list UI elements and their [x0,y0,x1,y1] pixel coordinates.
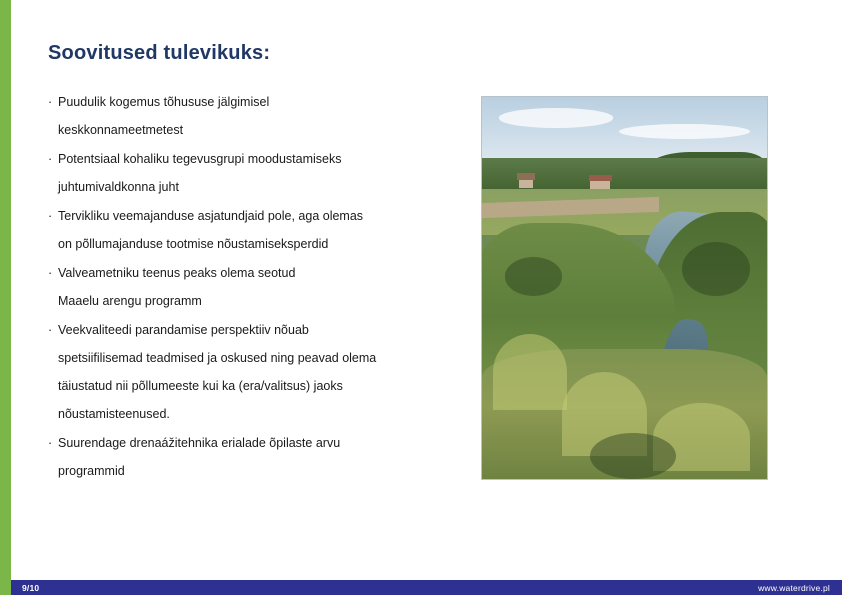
list-item-first-line [48,316,448,344]
photo-building [519,179,533,188]
list-item-text: spetsiifilisemad teadmised ja oskused ning peavad olema [58,351,377,365]
list-item-text: Maaelu arengu programm [58,294,202,308]
photo-shadow [682,242,750,295]
river-meadow-photo [481,96,768,480]
list-item-first-line [48,202,448,230]
bullet-marker-icon: · [48,436,53,450]
list-item-text: Potentsiaal kohaliku tegevusgrupi moodustamiseks [58,152,342,166]
photo-cloud [619,124,750,139]
list-item-text: nõustamisteenused. [58,407,170,421]
list-item-first-line [48,259,448,287]
list-item-text: programmid [58,464,125,478]
list-item-text: Puudulik kogemus tõhususe jälgimisel [58,95,270,109]
bullet-marker-icon: · [48,152,53,166]
list-item-text: Valveametniku teenus peaks olema seotud [58,266,296,280]
footer-bar [0,580,842,595]
photo-cloud [499,108,613,127]
list-item-first-line [48,145,448,173]
list-item-text: on põllumajanduse tootmise nõustamiseksperdid [58,237,329,251]
list-item-first-line [48,88,448,116]
list-item-text: täiustatud nii põllumeeste kui ka (era/valitsus) jaoks [58,379,343,393]
photo-shadow [505,257,562,295]
list-item [48,202,448,258]
photo-building-roof [517,173,535,179]
photo-building-roof [589,175,612,181]
photo-canvas [482,97,767,479]
list-item-text: juhtumivaldkonna juht [58,180,179,194]
list-item-text: Tervikliku veemajanduse asjatundjaid pole, aga olemas [58,209,364,223]
photo-shadow [590,433,676,479]
footer-url[interactable]: www.waterdrive.pl [758,583,830,593]
bullet-list [48,88,448,486]
left-accent-bar [0,0,11,580]
list-item [48,259,448,315]
photo-building [590,180,610,188]
list-item [48,429,448,485]
list-item-text: keskkonnameetmetest [58,123,184,137]
bullet-marker-icon: · [48,266,53,280]
list-item-first-line [48,429,448,457]
bullet-marker-icon: · [48,95,53,109]
page-title: Soovitused tulevikuks: [48,42,271,64]
page-number: 9/10 [22,583,40,593]
list-item [48,88,448,144]
list-item-text: Veekvaliteedi parandamise perspektiiv nõuab [58,323,309,337]
footer-accent [0,580,11,595]
list-item [48,145,448,201]
list-item-text: Suurendage drenaážitehnika erialade õpilaste arvu [58,436,341,450]
list-item [48,316,448,428]
bullet-marker-icon: · [48,323,53,337]
photo-grass-tuft [493,334,567,410]
bullet-marker-icon: · [48,209,53,223]
